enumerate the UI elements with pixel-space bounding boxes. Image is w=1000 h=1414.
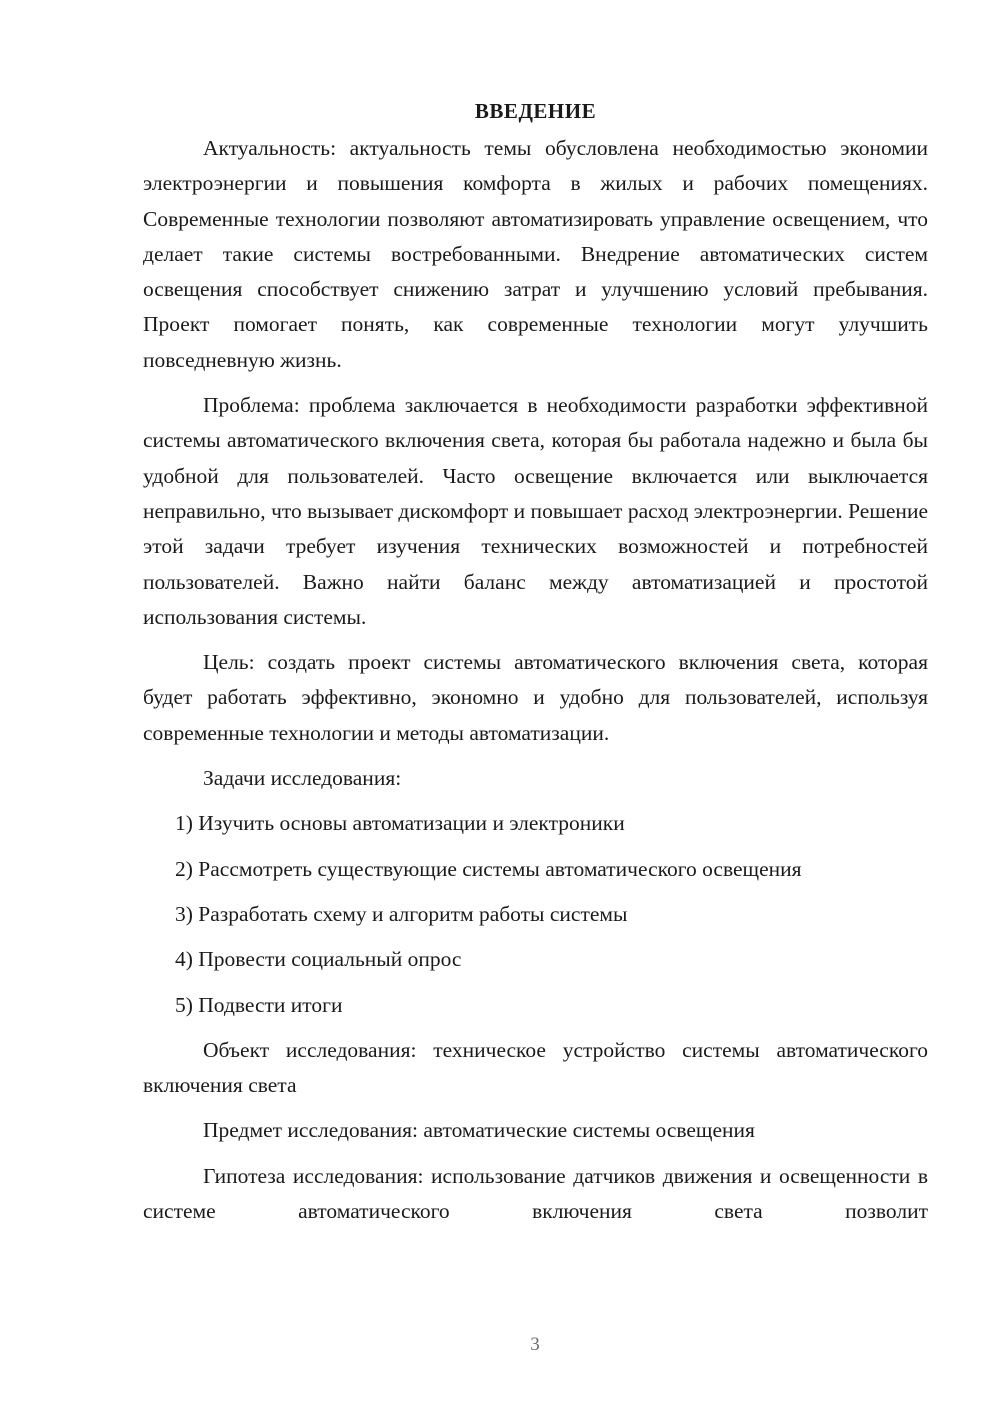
- paragraph-object: Объект исследования: техническое устройство системы автоматического включения света: [143, 1037, 928, 1098]
- paragraph-hypothesis: Гипотеза исследования: использование датчиков движения и освещенности в системе автоматического включения света позволит: [143, 1163, 928, 1224]
- tasks-list: [143, 806, 928, 1022]
- paragraph-problem: Проблема: проблема заключается в необходимости разработки эффективной системы автоматического включения света, которая бы работала надежно и была бы удобной для пользователей. Часто освещение включается или выключается неправильно, что вызывает дискомфорт и повышает расход электроэнергии. Решение этой задачи требует изучения технических возможностей и потребностей пользователей. Важно найти баланс между автоматизацией и простотой использования системы.: [143, 393, 928, 629]
- page-number: 3: [530, 1334, 540, 1355]
- paragraph-subject: Предмет исследования: автоматические системы освещения: [203, 1118, 755, 1143]
- paragraph-goal: Цель: создать проект системы автоматического включения света, которая будет работать эффективно, экономно и удобно для пользователей, используя современные технологии и методы автоматизации.: [143, 650, 928, 745]
- paragraph-relevance: Актуальность: актуальность темы обусловлена необходимостью экономии электроэнергии и повышения комфорта в жилых и рабочих помещениях. Современные технологии позволяют автоматизировать управление освещением, что делает такие системы востребованными. Внедрение автоматических систем освещения способствует снижению затрат и улучшению условий пребывания. Проект помогает понять, как современные технологии могут улучшить повседневную жизнь.: [143, 136, 928, 372]
- list-item: 5) Подвести итоги: [175, 992, 343, 1017]
- section-title: ВВЕДЕНИЕ: [474, 99, 597, 123]
- list-item: 4) Провести социальный опрос: [175, 947, 462, 972]
- list-item: 2) Рассмотреть существующие системы автоматического освещения: [175, 856, 802, 881]
- tasks-heading: Задачи исследования:: [203, 766, 402, 791]
- list-item: 3) Разработать схему и алгоритм работы системы: [175, 901, 628, 926]
- document-page: [143, 96, 928, 1239]
- list-item: 1) Изучить основы автоматизации и электроники: [175, 811, 625, 836]
